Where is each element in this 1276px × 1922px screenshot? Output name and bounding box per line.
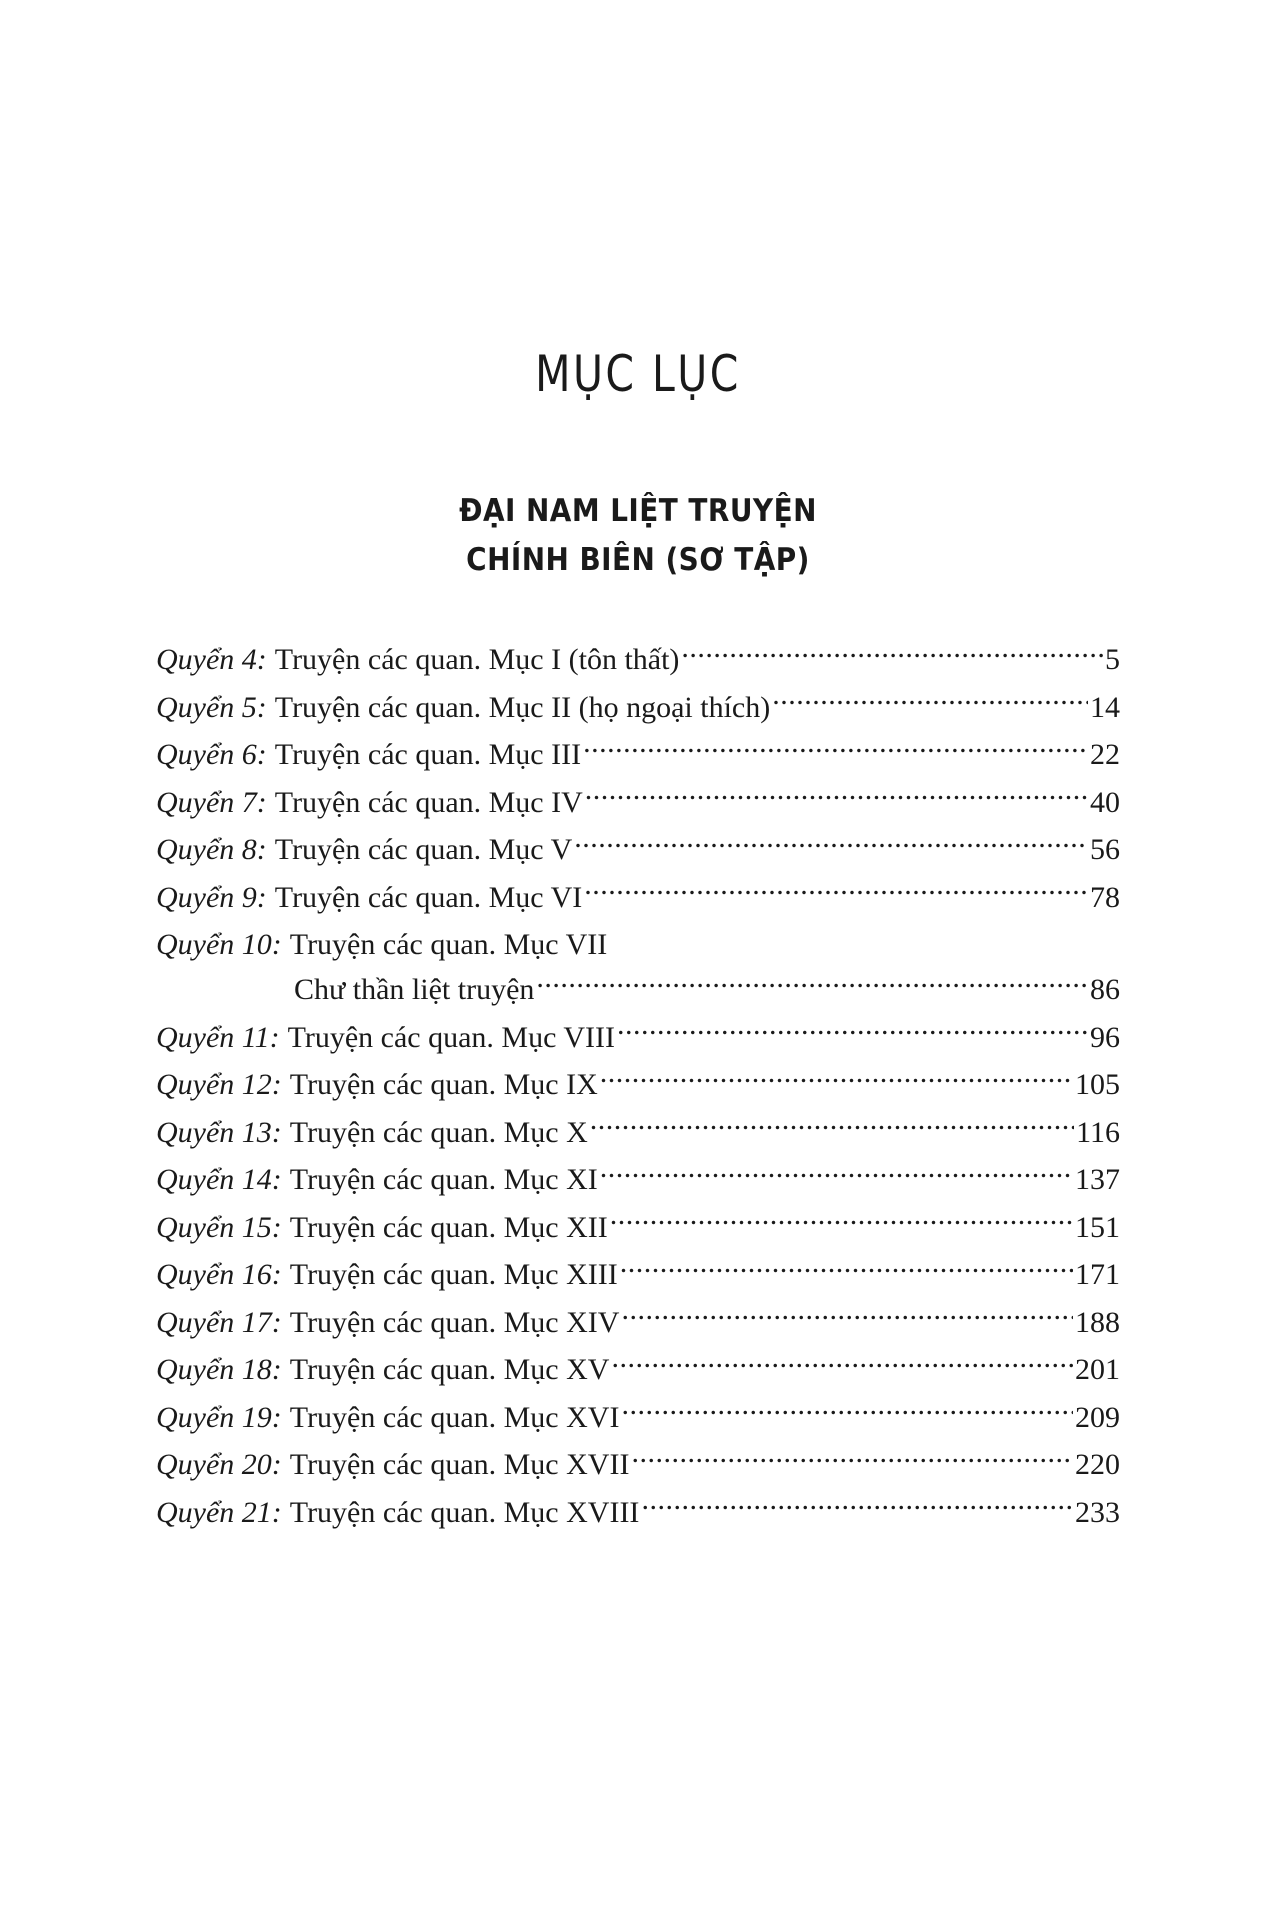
toc-volume-label: Quyển 6: (156, 738, 267, 771)
toc-page-number: 233 (1075, 1495, 1120, 1529)
toc-volume-label: Quyển 20: (156, 1448, 282, 1481)
toc-dot-leader (611, 1349, 1073, 1379)
toc-entry-quyen-4[interactable] (156, 636, 1120, 684)
toc-dot-leader (584, 877, 1088, 907)
section-title-line2: CHÍNH BIÊN (SƠ TẬP) (466, 542, 810, 578)
toc-dot-leader (583, 734, 1088, 764)
table-of-contents (156, 636, 1120, 1536)
toc-page-number: 14 (1090, 690, 1120, 724)
toc-page-number: 56 (1090, 833, 1120, 866)
toc-volume-label: Quyển 8: (156, 833, 267, 866)
toc-volume-label: Quyển 16: (156, 1258, 282, 1291)
toc-volume-label: Quyển 18: (156, 1353, 282, 1386)
toc-entry-quyen-5[interactable] (156, 684, 1120, 732)
toc-page-number: 22 (1090, 738, 1120, 771)
toc-dot-leader (772, 687, 1088, 717)
toc-volume-label: Quyển 21: (156, 1495, 282, 1529)
toc-page-number: 209 (1075, 1400, 1120, 1434)
toc-entry-quyen-10[interactable] (156, 921, 1120, 1014)
toc-entry-quyen-15[interactable] (156, 1204, 1120, 1252)
toc-volume-label: Quyển 5: (156, 690, 267, 724)
toc-dot-leader (641, 1492, 1073, 1522)
toc-entry-title: Truyện các quan. Mục IV (274, 785, 583, 819)
toc-entry-quyen-13[interactable] (156, 1109, 1120, 1157)
toc-entry-title: Truyện các quan. Mục XVIII (289, 1495, 640, 1529)
toc-dot-leader (536, 969, 1088, 999)
toc-entry-subtitle: Chư thần liệt truyện (294, 973, 535, 1006)
toc-entry-title: Truyện các quan. Mục XVII (289, 1448, 630, 1481)
toc-entry-title: Truyện các quan. Mục XIII (289, 1258, 618, 1291)
toc-entry-title: Truyện các quan. Mục VII (289, 928, 608, 961)
toc-entry-quyen-8[interactable] (156, 826, 1120, 874)
toc-page-number: 188 (1075, 1305, 1120, 1339)
toc-entry-quyen-20[interactable] (156, 1441, 1120, 1489)
toc-page-number: 116 (1076, 1115, 1120, 1149)
toc-page-number: 5 (1105, 643, 1120, 676)
toc-page-number: 86 (1090, 973, 1120, 1006)
toc-page-number: 220 (1075, 1448, 1120, 1481)
toc-entry-quyen-6[interactable] (156, 731, 1120, 779)
toc-entry-title: Truyện các quan. Mục XII (289, 1210, 608, 1244)
toc-entry-quyen-7[interactable] (156, 779, 1120, 827)
toc-entry-title: Truyện các quan. Mục I (tôn thất) (274, 643, 680, 676)
toc-entry-title: Truyện các quan. Mục XV (289, 1353, 610, 1386)
toc-volume-label: Quyển 9: (156, 880, 267, 914)
toc-volume-label: Quyển 7: (156, 785, 267, 819)
toc-entry-quyen-17[interactable] (156, 1299, 1120, 1347)
toc-dot-leader (631, 1444, 1073, 1474)
toc-entry-title: Truyện các quan. Mục III (274, 738, 582, 771)
toc-entry-title: Truyện các quan. Mục V (274, 833, 573, 866)
toc-page-number: 78 (1090, 880, 1120, 914)
toc-dot-leader (600, 1159, 1073, 1189)
toc-entry-title: Truyện các quan. Mục VIII (287, 1020, 615, 1054)
toc-dot-leader (620, 1254, 1073, 1284)
toc-entry-quyen-19[interactable] (156, 1394, 1120, 1442)
section-title-line1: ĐẠI NAM LIỆT TRUYỆN (459, 493, 817, 529)
toc-volume-label: Quyển 15: (156, 1210, 282, 1244)
toc-entry-title: Truyện các quan. Mục IX (289, 1068, 598, 1101)
toc-volume-label: Quyển 4: (156, 643, 267, 676)
toc-dot-leader (621, 1302, 1073, 1332)
toc-entry-quyen-11[interactable] (156, 1014, 1120, 1062)
toc-entry-title: Truyện các quan. Mục XI (289, 1163, 598, 1196)
toc-volume-label: Quyển 19: (156, 1400, 282, 1434)
toc-volume-label: Quyển 14: (156, 1163, 282, 1196)
toc-page-number: 151 (1075, 1210, 1120, 1244)
toc-page-number: 40 (1090, 785, 1120, 819)
toc-dot-leader (617, 1017, 1088, 1047)
toc-entry-quyen-16[interactable] (156, 1251, 1120, 1299)
toc-dot-leader (585, 782, 1088, 812)
toc-entry-quyen-21[interactable] (156, 1489, 1120, 1537)
toc-entry-quyen-9[interactable] (156, 874, 1120, 922)
toc-page-number: 105 (1075, 1068, 1120, 1101)
toc-dot-leader (621, 1397, 1073, 1427)
toc-entry-quyen-14[interactable] (156, 1156, 1120, 1204)
page-title: MỤC LỤC (535, 345, 741, 403)
toc-volume-label: Quyển 11: (156, 1020, 280, 1054)
toc-entry-title: Truyện các quan. Mục XIV (289, 1305, 620, 1339)
toc-dot-leader (681, 639, 1103, 669)
toc-page-number: 171 (1075, 1258, 1120, 1291)
toc-entry-title: Truyện các quan. Mục II (họ ngoại thích) (274, 690, 771, 724)
toc-entry-title: Truyện các quan. Mục X (289, 1115, 588, 1149)
toc-entry-title: Truyện các quan. Mục XVI (289, 1400, 620, 1434)
toc-dot-leader (590, 1112, 1074, 1142)
toc-dot-leader (610, 1207, 1073, 1237)
toc-page-number: 96 (1090, 1020, 1120, 1054)
toc-entry-quyen-18[interactable] (156, 1346, 1120, 1394)
toc-volume-label: Quyển 17: (156, 1305, 282, 1339)
toc-volume-label: Quyển 10: (156, 928, 282, 961)
toc-volume-label: Quyển 13: (156, 1115, 282, 1149)
toc-entry-quyen-12[interactable] (156, 1061, 1120, 1109)
toc-volume-label: Quyển 12: (156, 1068, 282, 1101)
toc-page-number: 201 (1075, 1353, 1120, 1386)
toc-page-number: 137 (1075, 1163, 1120, 1196)
toc-dot-leader (600, 1064, 1073, 1094)
toc-entry-title: Truyện các quan. Mục VI (274, 880, 583, 914)
toc-dot-leader (574, 829, 1088, 859)
